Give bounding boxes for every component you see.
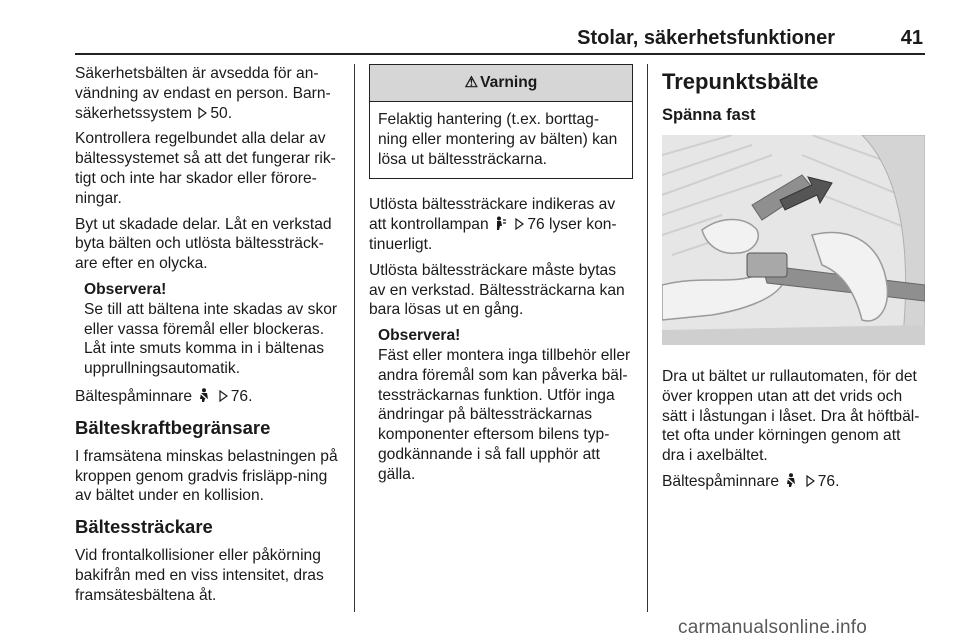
paragraph [662, 472, 927, 492]
page-number: 41 [900, 27, 923, 49]
seatbelt-illustration [662, 135, 925, 345]
page-reference-icon [806, 475, 815, 487]
warning-triangle-icon: ⚠ [464, 74, 479, 91]
column-left [75, 64, 343, 612]
warning-text: Felaktig hantering (t.ex. borttag-ning eller montering av bälten) kan lösa ut bältessträckarna. [378, 111, 618, 168]
note-text: Fäst eller montera inga tillbehör eller andra föremål som kan påverka bäl-tessträckarnas funktion. Utför inga ändringar på bältessträckarnas komponenter eftersom bilens typ-godkännande i så fall upphör att gälla. [378, 346, 631, 483]
page-title: Stolar, säkerhetsfunktioner [577, 27, 835, 49]
paragraph-text: Utlösta bältessträckare indikeras av att kontrollampan [369, 196, 616, 234]
paragraph-text: Bältespåminnare [75, 387, 193, 405]
column-divider [354, 64, 355, 612]
paragraph: Utlösta bältessträckare måste bytas av en verkstad. Bältessträckarna kan bara lösas ut en gång. [369, 261, 625, 319]
column-middle [369, 64, 633, 493]
paragraph: I framsätena minskas belastningen på kroppen genom gradvis frisläpp-ning av bältet under en kollision. [75, 447, 338, 505]
seatbelt-reminder-icon [198, 388, 210, 403]
warning-title: Varning [480, 74, 538, 91]
paragraph-text: Bältespåminnare [662, 472, 780, 490]
paragraph: Vid frontalkollisioner eller påkörning bakifrån med en viss intensitet, dras framsätesbältena åt. [75, 547, 324, 604]
page-reference-icon [515, 218, 524, 230]
warning-header [370, 65, 632, 102]
paragraph [75, 387, 343, 407]
note-title: Observera! [378, 327, 461, 345]
paragraph [369, 195, 633, 254]
section-heading: Bälteskraftbegränsare [75, 416, 271, 438]
page-reference: 76 [527, 216, 545, 234]
airbag-warning-lamp-icon [495, 216, 507, 231]
note [378, 326, 633, 484]
note [84, 280, 343, 379]
subsection-heading: Spänna fast [662, 106, 756, 124]
note-title: Observera! [84, 280, 167, 298]
page-reference: 76. [230, 387, 253, 405]
seatbelt-reminder-icon [785, 473, 797, 488]
page-reference: 50. [210, 104, 233, 122]
page-reference-icon [198, 107, 207, 119]
paragraph-text: Säkerhetsbälten är avsedda för an-vändning av endast en person. Barn-säkerhetssystem [75, 65, 331, 122]
note-text: Se till att bältena inte skadas av skor eller vassa föremål eller blockeras. Låt inte smuts komma in i bältenas upprullningsautomatik. [84, 300, 338, 378]
watermark: carmanualsonline.info [678, 617, 868, 638]
chapter-heading: Trepunktsbälte [662, 69, 819, 94]
page-reference: 76. [817, 472, 840, 490]
paragraph: Byt ut skadade delar. Låt en verkstad byta bälten och utlösta bältessträck-are efter en olycka. [75, 215, 332, 273]
paragraph-text: lyser kon-tinuerligt. [369, 216, 617, 253]
warning-box [369, 64, 633, 179]
section-heading: Bältessträckare [75, 516, 213, 538]
paragraph: Dra ut bältet ur rullautomaten, för det över kroppen utan att det vrids och sätt i låstungan i låset. Dra åt höftbäl-tet ofta under körningen genom att dra i axelbältet. [662, 368, 920, 465]
page-header [75, 27, 925, 55]
header-divider [75, 53, 925, 55]
column-right [662, 64, 927, 498]
paragraph: Kontrollera regelbundet alla delar av bältessystemet så att det fungerar rik-tigt och inte har skador eller förore-ningar. [75, 130, 336, 207]
paragraph [75, 64, 343, 123]
column-divider [647, 64, 648, 612]
page-reference-icon [219, 390, 228, 402]
